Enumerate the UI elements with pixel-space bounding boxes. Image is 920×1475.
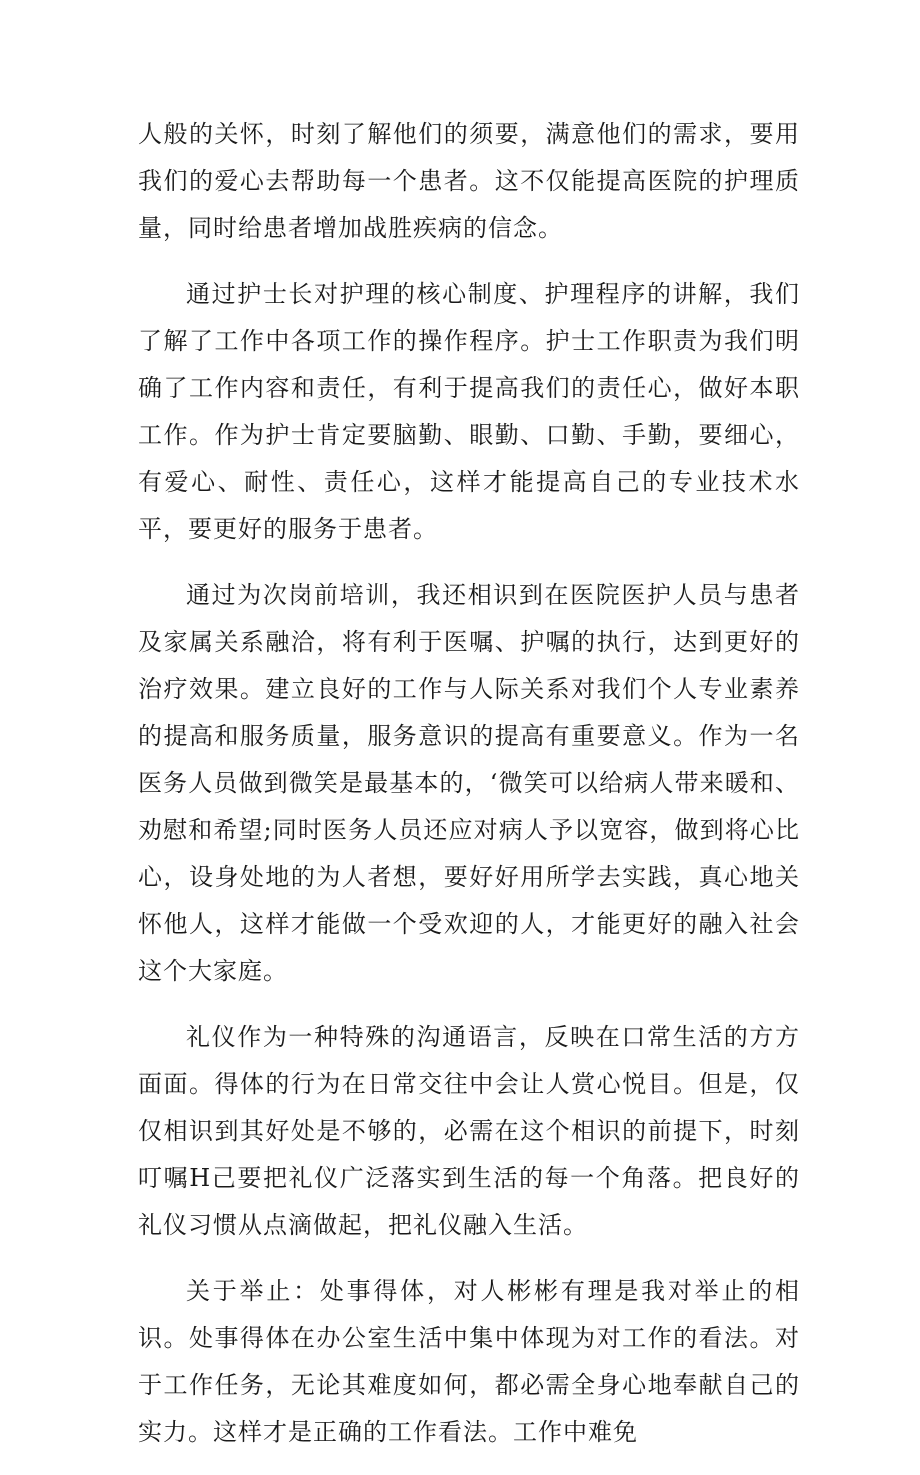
paragraph-3: 通过为次岗前培训，我还相识到在医院医护人员与患者及家属关系融洽，将有利于医嘱、护嘱的执行，达到更好的治疗效果。建立良好的工作与人际关系对我们个人专业素养的提高和服务质量，服务意识的提高有重要意义。作为一名医务人员做到微笑是最基本的，‘微笑可以给病人带来暖和、劝慰和希望;同时医务人员还应对病人予以宽容，做到将心比心，设身处地的为人者想，要好好用所学去实践，真心地关怀他人，这样才能做一个受欢迎的人，才能更好的融入社会这个大家庭。 — [138, 581, 800, 985]
paragraph-4: 礼仪作为一种特殊的沟通语言，反映在口常生活的方方面面。得体的行为在日常交往中会让人赏心悦目。但是，仅仅相识到其好处是不够的，必需在这个相识的前提下，时刻叮嘱H己要把礼仪广泛落实到生活的每一个角落。把良好的礼仪习惯从点滴做起，把礼仪融入生活。 — [138, 1023, 800, 1239]
paragraph-1: 人般的关怀，时刻了解他们的须要，满意他们的需求，要用我们的爱心去帮助每一个患者。这不仅能提高医院的护理质量，同时给患者增加战胜疾病的信念。 — [138, 120, 800, 242]
document-body — [138, 111, 800, 1475]
paragraph-2: 通过护士长对护理的核心制度、护理程序的讲解，我们了解了工作中各项工作的操作程序。护士工作职责为我们明确了工作内容和责任，有利于提高我们的责任心，做好本职工作。作为护士肯定要脑勤、眼勤、口勤、手勤，要细心，有爱心、耐性、责任心，这样才能提高自己的专业技术水平，要更好的服务于患者。 — [138, 280, 800, 543]
paragraph-5: 关于举止：处事得体，对人彬彬有理是我对举止的相识。处事得体在办公室生活中集中体现为对工作的看法。对于工作任务，无论其难度如何，都必需全身心地奉献自己的实力。这样才是正确的工作看法。工作中难免 — [138, 1277, 800, 1446]
